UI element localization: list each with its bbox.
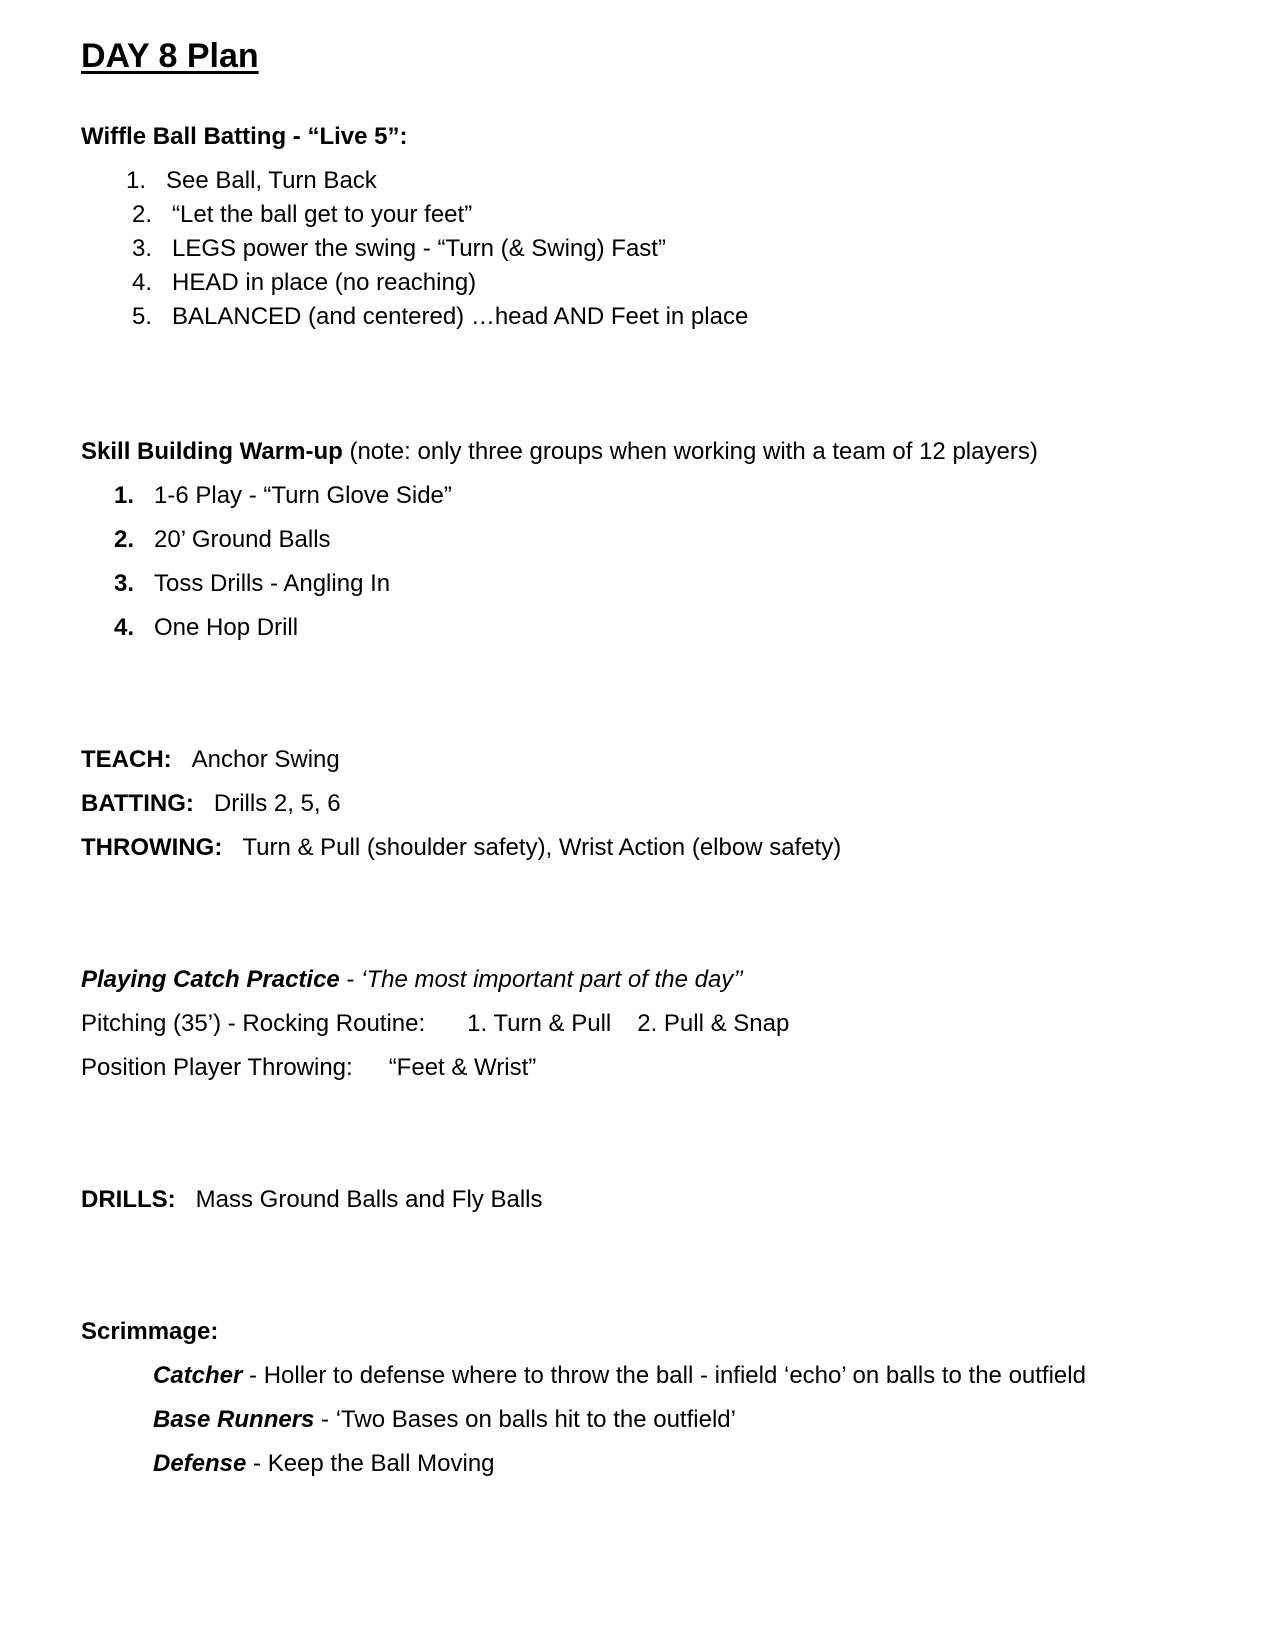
catch-heading: Playing Catch Practice: [81, 966, 340, 993]
throwing-label: THROWING:: [81, 834, 223, 861]
scrimmage-item: [153, 1360, 1086, 1392]
item-number: 5.: [131, 303, 152, 330]
pitching-label: Pitching (35’) - Rocking Routine:: [81, 1010, 426, 1037]
scrimmage-role: Defense: [153, 1450, 247, 1477]
item-text: 20’ Ground Balls: [154, 526, 331, 553]
catch-subtitle: ‘The most important part of the day’’: [361, 966, 744, 993]
scrimmage-item: [153, 1404, 736, 1436]
page-title: DAY 8 Plan: [81, 37, 259, 75]
warmup-heading-line: [81, 436, 1038, 468]
teach-line: [81, 744, 340, 776]
position-value: “Feet & Wrist”: [388, 1054, 537, 1081]
batting-label: BATTING:: [81, 790, 194, 817]
item-text: HEAD in place (no reaching): [172, 269, 477, 296]
teach-label: TEACH:: [81, 746, 172, 773]
item-text: One Hop Drill: [154, 614, 299, 641]
throwing-value: Turn & Pull (shoulder safety), Wrist Action (elbow safety): [242, 834, 842, 861]
item-number: 2.: [131, 201, 152, 228]
warmup-item: [110, 568, 390, 600]
wiffle-item: [128, 301, 748, 333]
scrimmage-heading: Scrimmage:: [81, 1318, 219, 1345]
batting-line: [81, 788, 341, 820]
item-number: 1.: [125, 167, 146, 194]
item-text: 1-6 Play - “Turn Glove Side”: [154, 482, 452, 509]
item-number: 2.: [113, 526, 134, 553]
warmup-item: [110, 480, 452, 512]
item-text: “Let the ball get to your feet”: [172, 201, 473, 228]
warmup-heading: Skill Building Warm-up: [81, 438, 343, 465]
item-number: 4.: [113, 614, 134, 641]
teach-value: Anchor Swing: [191, 746, 340, 773]
wiffle-item: [122, 165, 377, 197]
throwing-line: [81, 832, 841, 864]
wiffle-item: [128, 233, 666, 265]
item-number: 3.: [113, 570, 134, 597]
item-text: See Ball, Turn Back: [166, 167, 377, 194]
catch-heading-line: [81, 964, 743, 996]
warmup-item: [110, 612, 298, 644]
item-text: BALANCED (and centered) …head AND Feet in place: [172, 303, 749, 330]
catch-separator: -: [339, 966, 362, 993]
wiffle-item: [128, 199, 472, 231]
pitching-step-1: 1. Turn & Pull: [467, 1010, 612, 1037]
item-text: LEGS power the swing - “Turn (& Swing) Fast”: [172, 235, 666, 262]
item-number: 1.: [113, 482, 134, 509]
drills-value: Mass Ground Balls and Fly Balls: [195, 1186, 543, 1213]
wiffle-item: [128, 267, 476, 299]
pitching-step-2: 2. Pull & Snap: [637, 1010, 790, 1037]
item-number: 4.: [131, 269, 152, 296]
position-line: [81, 1052, 536, 1084]
pitching-line: [81, 1008, 789, 1040]
item-number: 3.: [131, 235, 152, 262]
scrimmage-role: Catcher: [153, 1362, 243, 1389]
wiffle-heading: Wiffle Ball Batting - “Live 5”:: [81, 123, 408, 150]
scrimmage-text: - Keep the Ball Moving: [246, 1450, 495, 1477]
scrimmage-text: - ‘Two Bases on balls hit to the outfield’: [314, 1406, 736, 1433]
position-label: Position Player Throwing:: [81, 1054, 353, 1081]
scrimmage-item: [153, 1448, 495, 1480]
item-text: Toss Drills - Angling In: [154, 570, 391, 597]
batting-value: Drills 2, 5, 6: [213, 790, 341, 817]
scrimmage-text: - Holler to defense where to throw the ball - infield ‘echo’ on balls to the outfield: [242, 1362, 1086, 1389]
drills-line: [81, 1184, 542, 1216]
warmup-item: [110, 524, 331, 556]
warmup-note: (note: only three groups when working with a team of 12 players): [342, 438, 1038, 465]
scrimmage-role: Base Runners: [153, 1406, 315, 1433]
drills-label: DRILLS:: [81, 1186, 176, 1213]
